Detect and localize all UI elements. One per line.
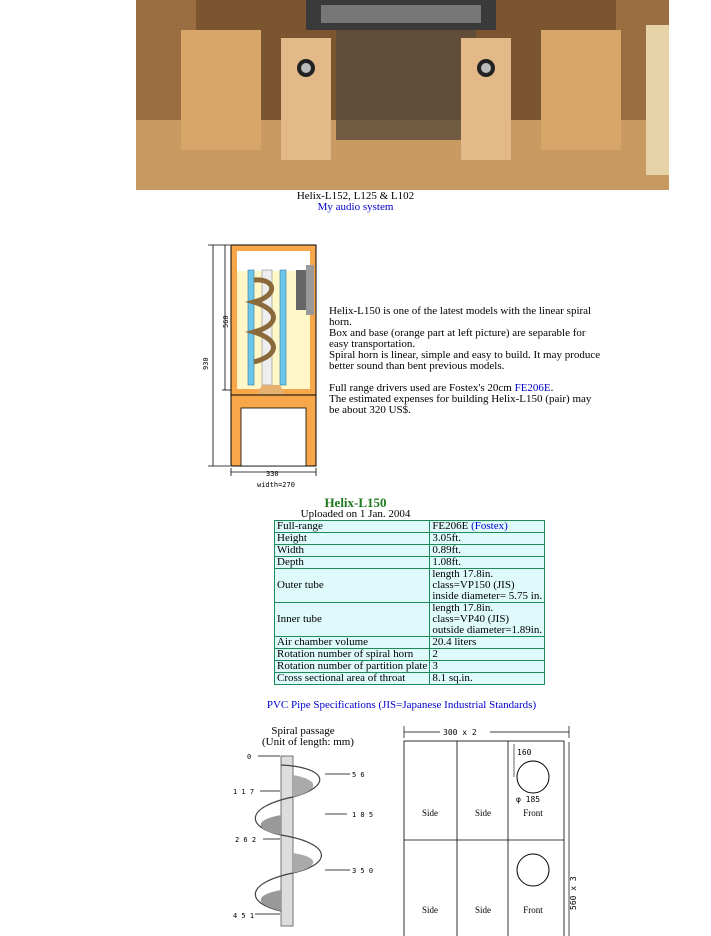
description-p1: Helix-L150 is one of the latest models with the linear spiral horn. [329,305,592,328]
spiral-left-mark: 0 [247,753,252,761]
spec-key: Depth [275,557,430,569]
spec-key: Outer tube [275,569,430,603]
description-p4: Full range drivers used are Fostex's 20cm FE206E. [329,382,554,394]
spec-key: Rotation number of spiral horn [275,649,430,661]
spec-title: Helix-L150 [324,495,387,510]
spec-row [275,557,545,569]
spec-row [275,649,545,661]
spec-row [275,637,545,649]
pvc-link-wrap [0,699,711,711]
spec-row [275,673,545,685]
spiral-right-mark: 1 8 5 [352,811,374,819]
spec-key: Inner tube [275,603,430,637]
spec-table [274,520,545,685]
cutting-plan-diagram [400,722,580,936]
spec-row [275,521,545,533]
cut-panel-label: Side [474,808,492,818]
photo-caption: Helix-L152, L125 & L102 [296,190,415,202]
spec-key: Width [275,545,430,557]
photo-illustration [136,0,669,190]
description-p2: Box and base (orange part at left picture) are separable for easy transportation. [329,327,586,350]
circle-dia-label: φ 185 [516,795,541,804]
my-audio-system-link[interactable]: My audio system [317,201,394,213]
cut-right-dim: 560 x 3 [569,876,578,910]
spec-value: FE206E (Fostex) [430,521,545,533]
spec-row [275,661,545,673]
pvc-spec-link[interactable]: PVC Pipe Specifications (JIS=Japanese Industrial Standards) [266,699,537,711]
spec-key: Full-range [275,521,430,533]
description-p5: The estimated expenses for building Helix-L150 (pair) may be about 320 US$. [329,393,592,416]
spec-value: 3 [430,661,545,673]
description-p3: Spiral horn is linear, simple and easy to build. It may produce better sound than bent previous models. [329,349,601,372]
spiral-subtitle: (Unit of length: mm) [262,736,354,748]
spiral-left-mark: 1 1 7 [233,788,255,796]
spec-value: length 17.8in. class=VP40 (JIS) outside diameter=1.89in. [430,603,545,637]
spec-row [275,533,545,545]
spec-row [275,569,545,603]
spec-row [275,545,545,557]
cut-panel-label: Side [421,808,439,818]
height-total-label: 930 [202,357,210,370]
spiral-right-mark: 5 6 [352,771,365,779]
cut-panel-label: Front [523,905,543,915]
spec-key: Rotation number of partition plate [275,661,430,673]
spec-value: length 17.8in. class=VP150 (JIS) inside diameter= 5.75 in. [430,569,545,603]
fe206e-link[interactable]: FE206E [514,382,551,394]
spec-value: 3.05ft. [430,533,545,545]
audio-system-photo [136,0,669,190]
cut-panel-label: Front [523,808,543,818]
spiral-left-mark: 2 6 2 [235,836,257,844]
spec-key: Air chamber volume [275,637,430,649]
spec-value: 20.4 liters [430,637,545,649]
photo-link-wrap [0,201,711,213]
cross-section-diagram [200,240,328,492]
spec-key: Cross sectional area of throat [275,673,430,685]
spec-key: Height [275,533,430,545]
spec-value: 0.89ft. [430,545,545,557]
spiral-left-mark: 4 5 1 [233,912,255,920]
spiral-right-mark: 3 5 0 [352,867,374,875]
height-box-label: 560 [222,315,230,328]
description [329,306,604,416]
width-inner-label: width=270 [257,481,295,489]
cut-panel-label: Side [474,905,492,915]
spec-value: 8.1 sq.in. [430,673,545,685]
spec-uploaded: Uploaded on 1 Jan. 2004 [300,508,411,520]
cut-panel-label: Side [421,905,439,915]
spec-value: 2 [430,649,545,661]
spec-row [275,603,545,637]
spiral-diagram [225,745,375,936]
cut-top-dim: 300 x 2 [443,728,477,737]
circle-top-label: 160 [517,748,532,757]
width-outer-label: 330 [266,470,279,478]
spiral-title: Spiral passage [271,725,335,737]
fostex-link[interactable]: (Fostex) [471,520,508,532]
spec-value: 1.08ft. [430,557,545,569]
